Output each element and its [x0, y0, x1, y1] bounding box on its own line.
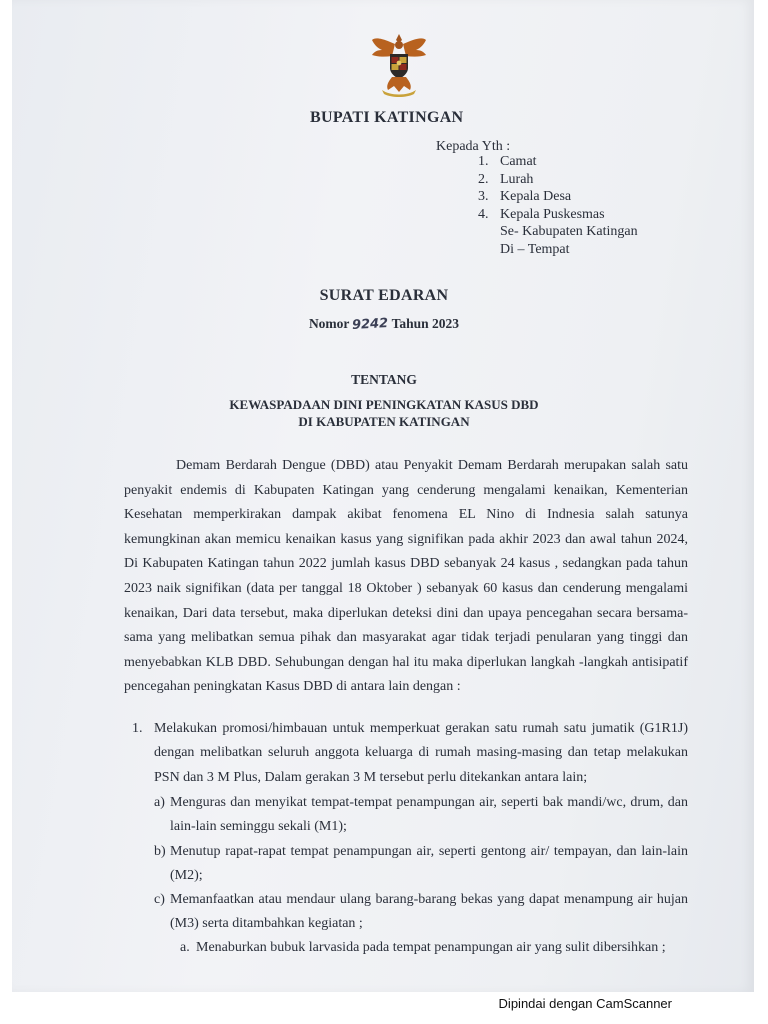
subitem-text: Menutup rapat-rapat tempat penampungan air, seperti gentong air/ tempayan, dan lain-lain (M2); [170, 844, 688, 884]
subitem-label: c) [154, 892, 165, 907]
document-number: Nomor 9242 Tahun 2023 [308, 316, 460, 333]
body-paragraph: Demam Berdarah Dengue (DBD) atau Penyakit Demam Berdarah merupakan salah satu penyakit endemis di Kabupaten Katingan yang cenderung mengalami kenaikan, Kementerian Kesehatan memperkirakan dampak akibat fenomena EL Nino di Indnesia salah satunya kemungkinan akan memicu kenaikan kasus yang signifikan pada akhir 2023 dan awal tahun 2024, Di Kabupaten Katingan tahun 2022 jumlah kasus DBD sebanyak 24 kasus , sedangkan pada tahun 2023 naik signifikan (data per tanggal 18 Oktober ) sebanyak 60 kasus dan cenderung mengalami kenaikan, Dari data tersebut, maka diperlukan deteksi dini dan upaya pencegahan secara bersama-sama yang melibatkan semua pihak dan masyarakat agar tidak terjadi penularan yang tinggi dan menyebabkan KLB DBD. Sehubungan dengan hal itu maka diperlukan langkah -langkah antisipatif pencegahan peningkatan Kasus DBD di antara lain dengan : [124, 458, 688, 695]
subject-line-1: KEWASPADAAN DINI PENINGKATAN KASUS DBD [229, 397, 539, 412]
item-number: 1. [132, 721, 143, 736]
recipient-item: 4. Kepala Puskesmas [478, 206, 605, 222]
about-heading: TENTANG [351, 372, 417, 387]
document-type: SURAT EDARAN [319, 287, 449, 304]
document-page [12, 0, 754, 992]
recipient-place: Di – Tempat [500, 241, 570, 257]
recipient-item: 3. Kepala Desa [478, 189, 572, 204]
subject-line-2: DI KABUPATEN KATINGAN [298, 414, 470, 429]
recipient-item: 1. Camat [478, 154, 537, 169]
subitem-label: b) [154, 844, 166, 859]
addressee-label: Kepada Yth : [436, 139, 511, 154]
subsubitem-label: a. [180, 940, 190, 955]
subitem-text: Menguras dan menyikat tempat-tempat penampungan air, seperti bak mandi/wc, drum, dan lain-lain seminggu sekali (M1); [170, 795, 688, 835]
recipient-list [478, 153, 638, 258]
issuer-title: BUPATI KATINGAN [310, 109, 464, 126]
handwritten-number: 9242 [352, 316, 389, 333]
recipient-item: 2. Lurah [478, 171, 534, 187]
subitem-label: a) [154, 795, 165, 810]
garuda-emblem-icon [368, 30, 430, 98]
subitem-text: Memanfaatkan atau mendaur ulang barang-barang bekas yang dapat menampung air hujan (M3) serta ditambahkan kegiatan ; [170, 892, 688, 932]
list-item: Melakukan promosi/himbauan untuk memperkuat gerakan satu rumah satu jumatik (G1R1J) dengan melibatkan seluruh anggota keluarga di rumah masing-masing dan tetap melakukan PSN dan 3 M Plus, Dalam gerakan 3 M tersebut perlu ditekankan antara lain; [154, 721, 688, 785]
subsubitem-text: Menaburkan bubuk larvasida pada tempat penampungan air yang sulit dibersihkan ; [196, 940, 666, 955]
scanner-watermark: Dipindai dengan CamScanner [498, 996, 672, 1011]
recipient-region: Se- Kabupaten Katingan [500, 224, 638, 239]
